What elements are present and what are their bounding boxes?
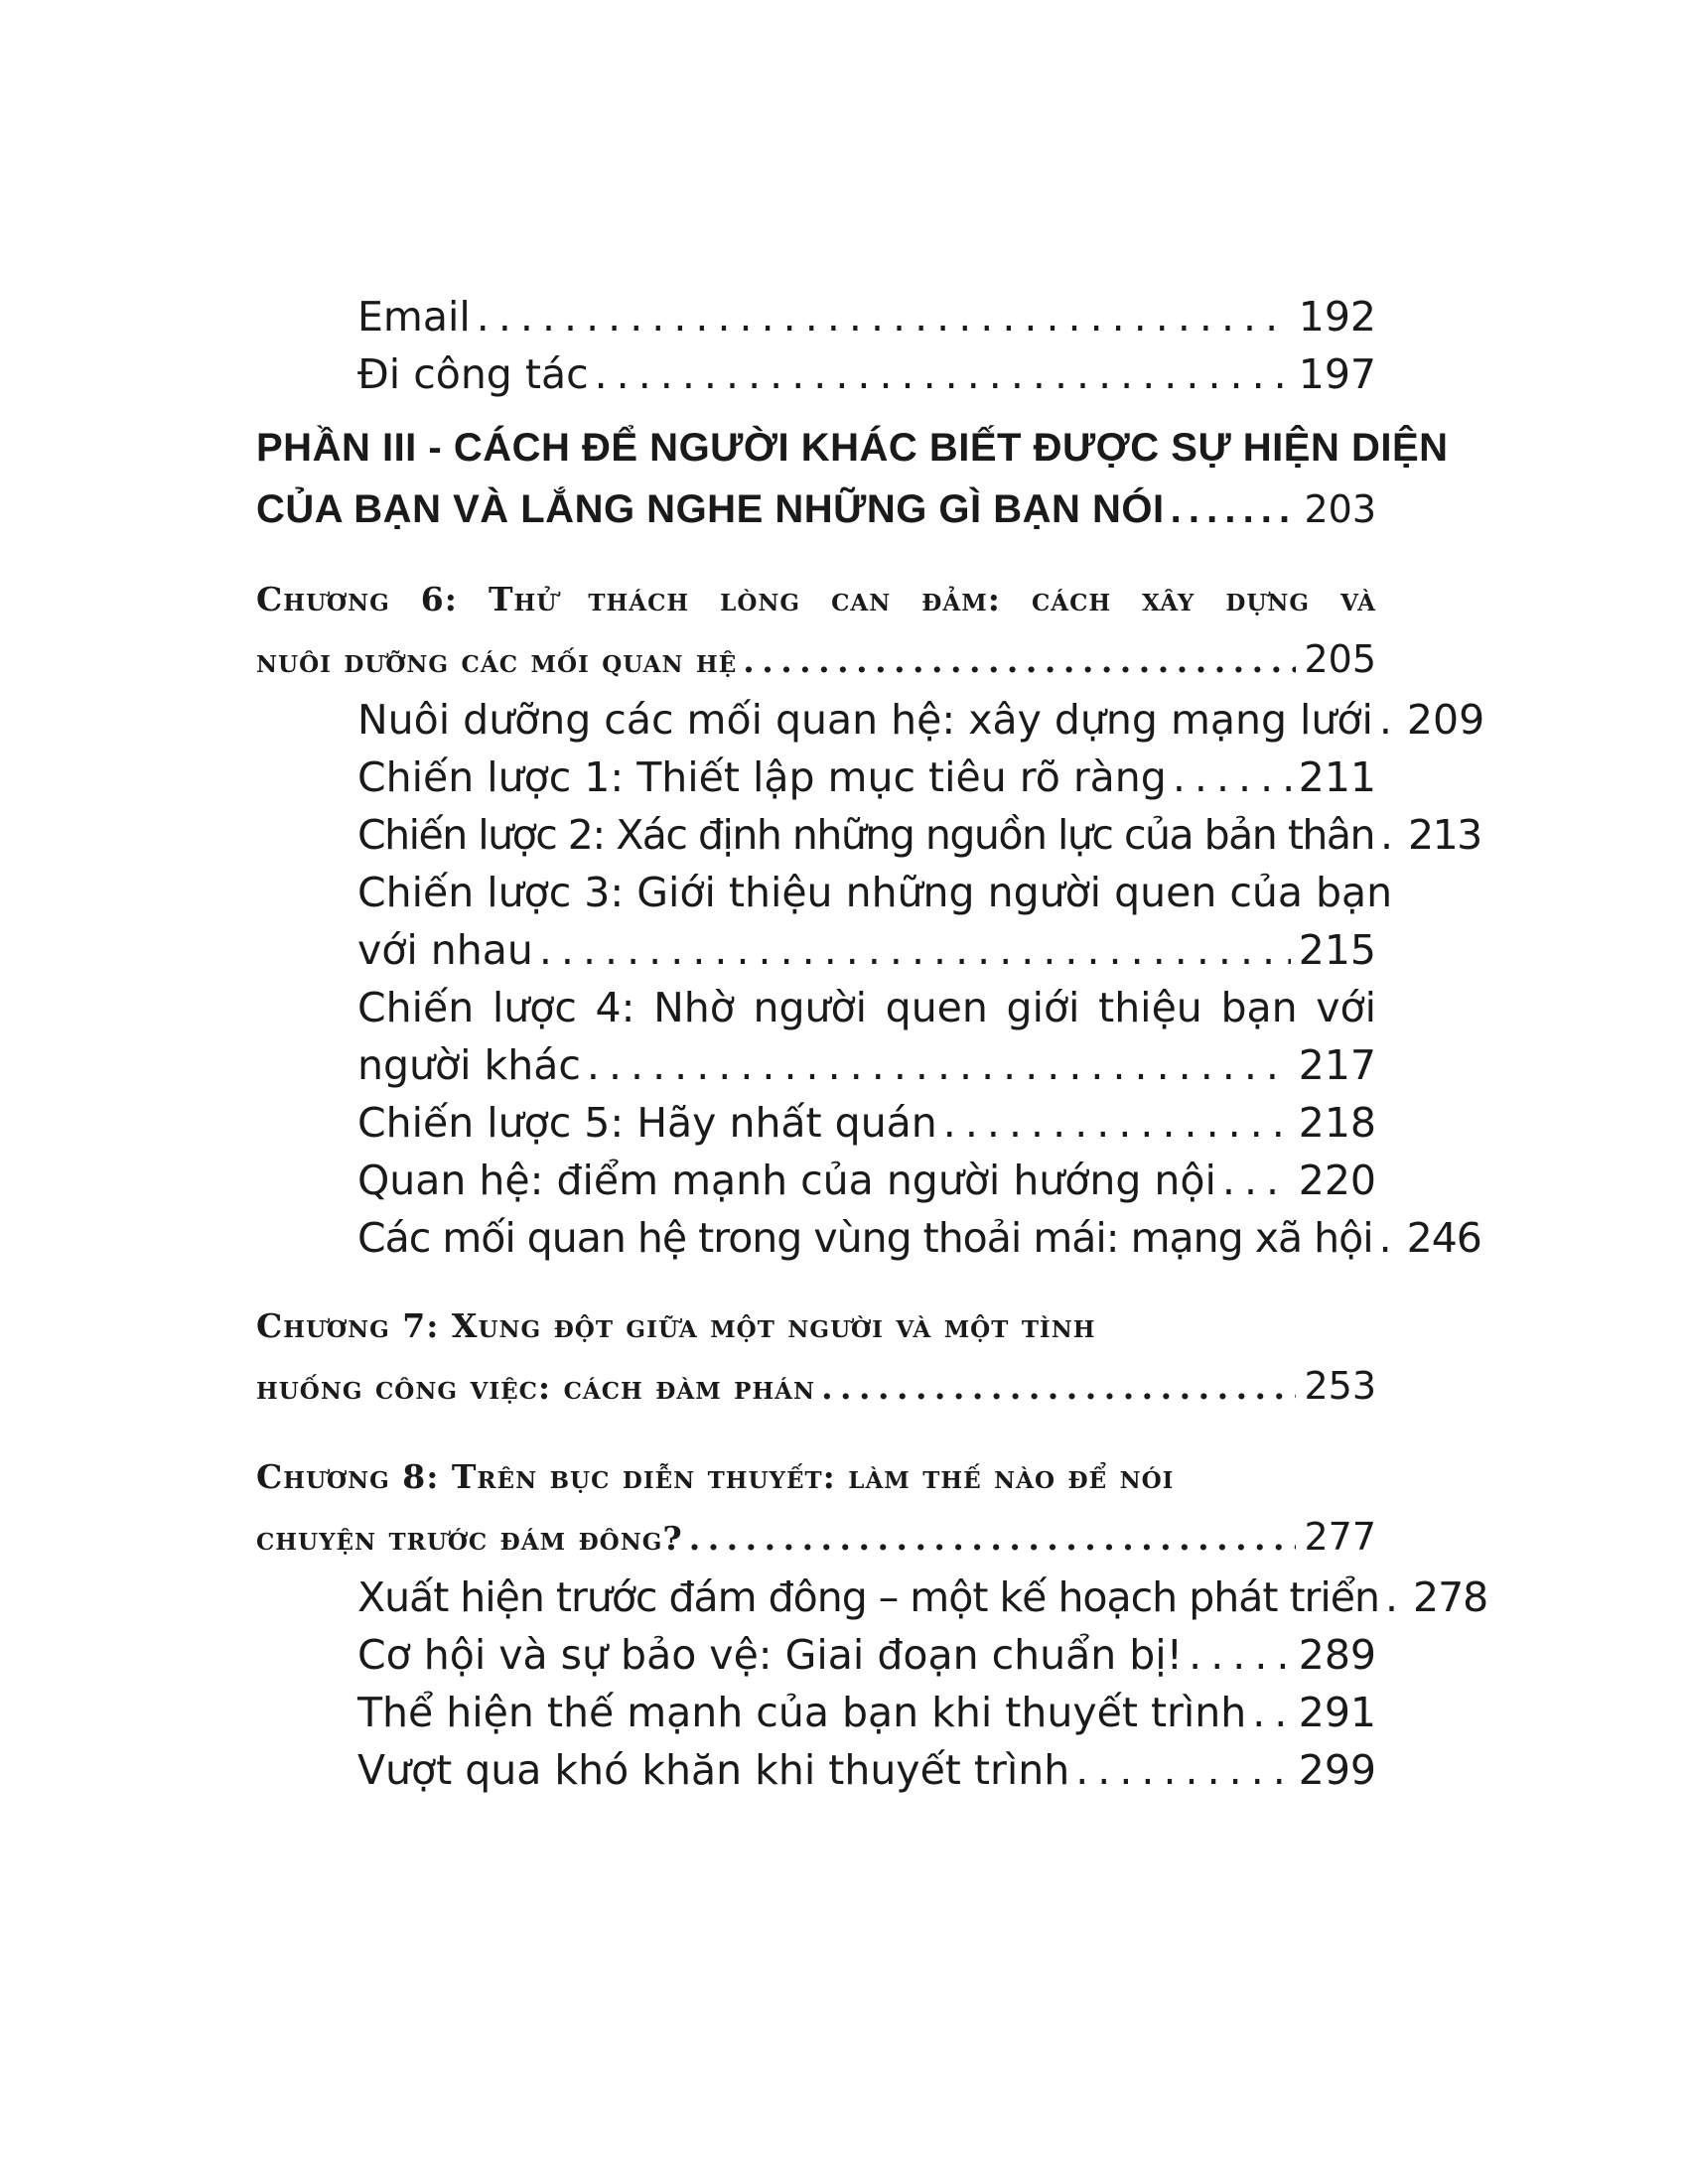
dot-leader bbox=[689, 1509, 1297, 1569]
chapter-title-line-1: Chương 7: Xung đột giữa một người và một tình bbox=[256, 1306, 1096, 1345]
toc-entry-page: 299 bbox=[1298, 1746, 1376, 1794]
chapter-title-line-2: huống công việc: cách đàm phán bbox=[256, 1368, 816, 1407]
toc-entry bbox=[357, 806, 1481, 864]
toc-entry-title-line-1: Chiến lược 4: Nhờ người quen giới thiệu bạn với bbox=[357, 984, 1376, 1031]
dot-leader bbox=[1075, 1741, 1291, 1799]
dot-leader bbox=[595, 345, 1291, 403]
toc-entry-title: Đi công tác bbox=[357, 350, 589, 398]
toc-entry-title: Cơ hội và sự bảo vệ: Giai đoạn chuẩn bị! bbox=[357, 1631, 1184, 1679]
chapter-page: 277 bbox=[1304, 1515, 1376, 1559]
toc-entry bbox=[357, 1741, 1376, 1799]
chapter-page: 253 bbox=[1304, 1364, 1376, 1408]
toc-entry-page: 218 bbox=[1298, 1099, 1376, 1147]
dot-leader bbox=[1380, 806, 1400, 864]
dot-leader bbox=[1171, 478, 1297, 540]
toc-entry-title: Các mối quan hệ trong vùng thoải mái: mạng xã hội bbox=[357, 1214, 1373, 1262]
toc-entry-page: 246 bbox=[1406, 1214, 1481, 1262]
toc-entry bbox=[357, 749, 1376, 806]
toc-entry-page: 217 bbox=[1298, 1041, 1376, 1089]
toc-entry-title-line-2: với nhau bbox=[357, 926, 533, 974]
toc-entry bbox=[357, 1094, 1376, 1152]
toc-entry-page: 211 bbox=[1298, 753, 1376, 801]
toc-entry-title: Chiến lược 5: Hãy nhất quán bbox=[357, 1099, 937, 1147]
toc-entry-title: Vượt qua khó khăn khi thuyết trình bbox=[357, 1746, 1070, 1794]
table-of-contents bbox=[256, 288, 1488, 1799]
toc-entry-email bbox=[357, 288, 1376, 345]
toc-entry-page: 192 bbox=[1298, 293, 1376, 341]
toc-entry-title: Quan hệ: điểm mạnh của người hướng nội bbox=[357, 1157, 1216, 1204]
toc-entry-page: 220 bbox=[1298, 1157, 1376, 1204]
toc-entry-title: Xuất hiện trước đám đông – một kế hoạch phát triển bbox=[357, 1573, 1379, 1621]
chapter-title-line-2: chuyện trước đám đông? bbox=[256, 1519, 683, 1558]
toc-entry-page: 278 bbox=[1412, 1573, 1488, 1621]
toc-entry-title: Thể hiện thế mạnh của bạn khi thuyết trình bbox=[357, 1689, 1247, 1736]
toc-entry bbox=[357, 691, 1485, 749]
dot-leader bbox=[743, 631, 1296, 691]
dot-leader bbox=[1379, 1209, 1399, 1267]
toc-entry-title: Chiến lược 1: Thiết lập mục tiêu rõ ràng bbox=[357, 753, 1167, 801]
chapter-title-line-1: Chương 8: Trên bục diễn thuyết: làm thế nào để nói bbox=[256, 1457, 1175, 1496]
chapter-title-line-1: Chương 6: Thử thách lòng can đảm: cách xây dựng và bbox=[256, 580, 1376, 618]
dot-leader bbox=[1222, 1152, 1291, 1209]
toc-part-page: 203 bbox=[1304, 487, 1376, 531]
dot-leader bbox=[1379, 691, 1399, 749]
dot-leader bbox=[1252, 1684, 1291, 1741]
toc-entry-page: 209 bbox=[1406, 696, 1485, 744]
toc-entry-page: 197 bbox=[1298, 350, 1376, 398]
toc-chapter-6 bbox=[256, 570, 1376, 691]
toc-entry-strategy-4 bbox=[357, 979, 1376, 1094]
toc-entry-page: 215 bbox=[1298, 926, 1376, 974]
toc-entry bbox=[357, 1626, 1376, 1684]
toc-entry bbox=[357, 1684, 1376, 1741]
toc-entry-di-cong-tac bbox=[357, 345, 1376, 403]
toc-entry-page: 213 bbox=[1408, 811, 1481, 859]
toc-entry-title: Nuôi dưỡng các mối quan hệ: xây dựng mạng lưới bbox=[357, 696, 1373, 744]
toc-entry bbox=[357, 1569, 1488, 1626]
toc-entry bbox=[357, 1152, 1376, 1209]
dot-leader bbox=[943, 1094, 1291, 1152]
toc-entry-title: Email bbox=[357, 293, 471, 341]
chapter-page: 205 bbox=[1304, 637, 1376, 681]
toc-entry-title: Chiến lược 2: Xác định những nguồn lực của bản thân bbox=[357, 811, 1374, 859]
toc-entry-page: 289 bbox=[1298, 1631, 1376, 1679]
toc-chapter-7 bbox=[256, 1297, 1376, 1418]
part-title-line-2: CỦA BẠN VÀ LẮNG NGHE NHỮNG GÌ BẠN NÓI bbox=[256, 487, 1165, 531]
toc-chapter-8 bbox=[256, 1447, 1376, 1569]
dot-leader bbox=[1173, 749, 1291, 806]
toc-entry-page: 291 bbox=[1298, 1689, 1376, 1736]
dot-leader bbox=[1385, 1569, 1405, 1626]
toc-entry-strategy-3 bbox=[357, 864, 1393, 979]
dot-leader bbox=[1189, 1626, 1291, 1684]
part-title-line-1: PHẦN III - CÁCH ĐỂ NGƯỜI KHÁC BIẾT ĐƯỢC SỰ HIỆN DIỆN bbox=[256, 426, 1449, 470]
toc-entry bbox=[357, 1209, 1481, 1267]
toc-entry-title-line-2: người khác bbox=[357, 1041, 581, 1089]
dot-leader bbox=[477, 288, 1291, 345]
dot-leader bbox=[587, 1036, 1291, 1094]
chapter-title-line-2: nuôi dưỡng các mối quan hệ bbox=[256, 641, 738, 680]
dot-leader bbox=[539, 921, 1291, 979]
dot-leader bbox=[821, 1358, 1296, 1418]
toc-part-3 bbox=[256, 417, 1449, 540]
toc-entry-title-line-1: Chiến lược 3: Giới thiệu những người quen của bạn bbox=[357, 869, 1393, 916]
